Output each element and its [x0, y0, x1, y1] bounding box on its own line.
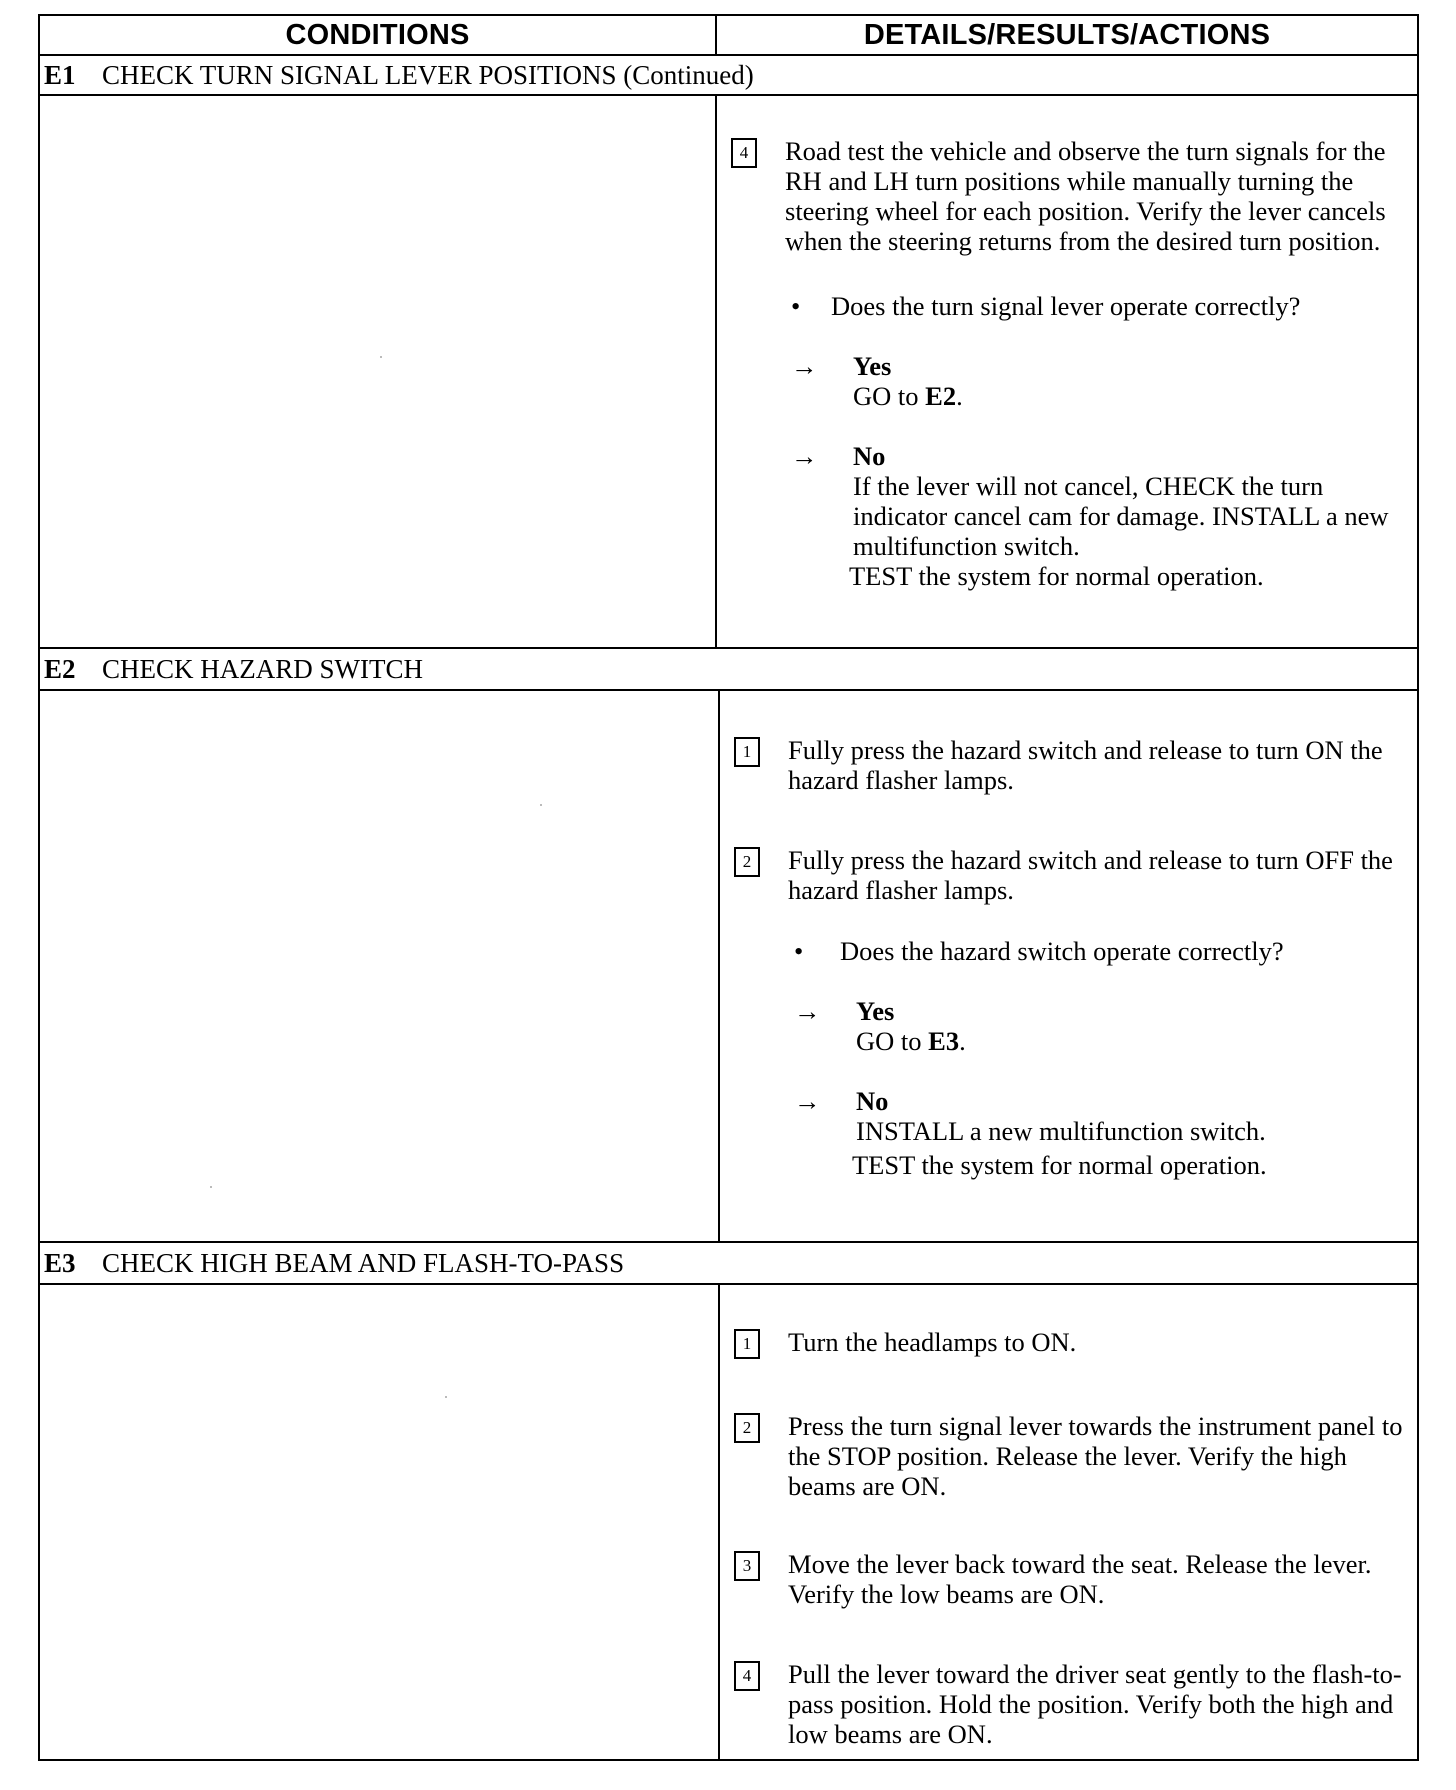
- section-e1-body: [40, 96, 1417, 649]
- section-e3-heading: [40, 1243, 1417, 1285]
- yes-action: [853, 381, 1405, 411]
- step-number-box: 2: [734, 1413, 760, 1443]
- section-title: CHECK TURN SIGNAL LEVER POSITIONS (Continued): [102, 59, 754, 90]
- no-action-line: If the lever will not cancel, CHECK the turn indicator cancel cam for damage. INSTALL a new multifunction switch.: [853, 471, 1389, 561]
- goto-suffix: .: [956, 381, 963, 411]
- diagnostic-table: [38, 14, 1419, 1761]
- section-e2-body: [40, 691, 1417, 1243]
- step-number-box: 4: [731, 138, 757, 168]
- bullet-icon: •: [794, 936, 804, 966]
- step-text: Press the turn signal lever towards the instrument panel to the STOP position. Release the lever. Verify the high beams are ON.: [788, 1411, 1403, 1501]
- goto-suffix: .: [959, 1026, 966, 1056]
- section-e3-body: [40, 1285, 1417, 1759]
- scan-speck: [445, 1396, 447, 1398]
- step-text: Fully press the hazard switch and release to turn ON the hazard flasher lamps.: [788, 735, 1383, 795]
- yes-label: Yes: [856, 996, 895, 1026]
- arrow-right-icon: →: [794, 996, 821, 1026]
- no-action-line: TEST the system for normal operation.: [852, 1150, 1267, 1180]
- no-label: No: [853, 441, 886, 471]
- step-text: Road test the vehicle and observe the turn signals for the RH and LH turn positions while manually turning the steering wheel for each position. Verify the lever cancels when the steering returns from the desired turn position.: [785, 136, 1386, 256]
- question-text: Does the turn signal lever operate correctly?: [831, 291, 1301, 321]
- e1-details-cell: [717, 96, 1417, 647]
- no-action: [849, 471, 1405, 591]
- step-number-box: 4: [734, 1661, 760, 1691]
- step-number-box: 1: [734, 1329, 760, 1359]
- step-number-box: 2: [734, 847, 760, 877]
- step-number-box: 3: [734, 1551, 760, 1581]
- goto-target-link[interactable]: E2: [925, 381, 957, 411]
- no-action-line: TEST the system for normal operation.: [849, 561, 1264, 591]
- scan-speck: [380, 356, 382, 358]
- section-e2-heading: [40, 649, 1417, 691]
- section-title: CHECK HIGH BEAM AND FLASH-TO-PASS: [102, 1247, 625, 1278]
- scan-speck: [210, 1186, 212, 1188]
- no-action: [852, 1116, 1405, 1180]
- e2-details-cell: [720, 691, 1417, 1241]
- section-code: E2: [44, 653, 76, 684]
- no-action-line: INSTALL a new multifunction switch.: [856, 1116, 1266, 1146]
- section-title: CHECK HAZARD SWITCH: [102, 653, 423, 684]
- bullet-icon: •: [791, 291, 801, 321]
- table-header-row: [40, 16, 1417, 56]
- arrow-right-icon: →: [794, 1086, 821, 1116]
- goto-text: GO to: [856, 1026, 929, 1056]
- step-text: Turn the headlamps to ON.: [788, 1327, 1077, 1357]
- details-header: DETAILS/RESULTS/ACTIONS: [863, 18, 1271, 51]
- yes-action: [856, 1026, 1405, 1056]
- e3-details-cell: [720, 1285, 1417, 1759]
- arrow-right-icon: →: [791, 441, 818, 471]
- step-text: Move the lever back toward the seat. Release the lever. Verify the low beams are ON.: [788, 1549, 1372, 1609]
- goto-target-link[interactable]: E3: [928, 1026, 960, 1056]
- section-e1-heading: [40, 56, 1417, 96]
- conditions-header: CONDITIONS: [285, 18, 470, 51]
- arrow-right-icon: →: [791, 351, 818, 381]
- header-divider: [715, 16, 717, 56]
- goto-text: GO to: [853, 381, 926, 411]
- step-text: Fully press the hazard switch and release to turn OFF the hazard flasher lamps.: [788, 845, 1393, 905]
- section-code: E1: [44, 59, 76, 90]
- yes-label: Yes: [853, 351, 892, 381]
- step-number-box: 1: [734, 737, 760, 767]
- step-text: Pull the lever toward the driver seat gently to the flash-to-pass position. Hold the position. Verify both the high and low beams are ON.: [788, 1659, 1402, 1749]
- no-label: No: [856, 1086, 889, 1116]
- question-text: Does the hazard switch operate correctly?: [840, 936, 1284, 966]
- scan-speck: [540, 804, 542, 806]
- section-code: E3: [44, 1247, 76, 1278]
